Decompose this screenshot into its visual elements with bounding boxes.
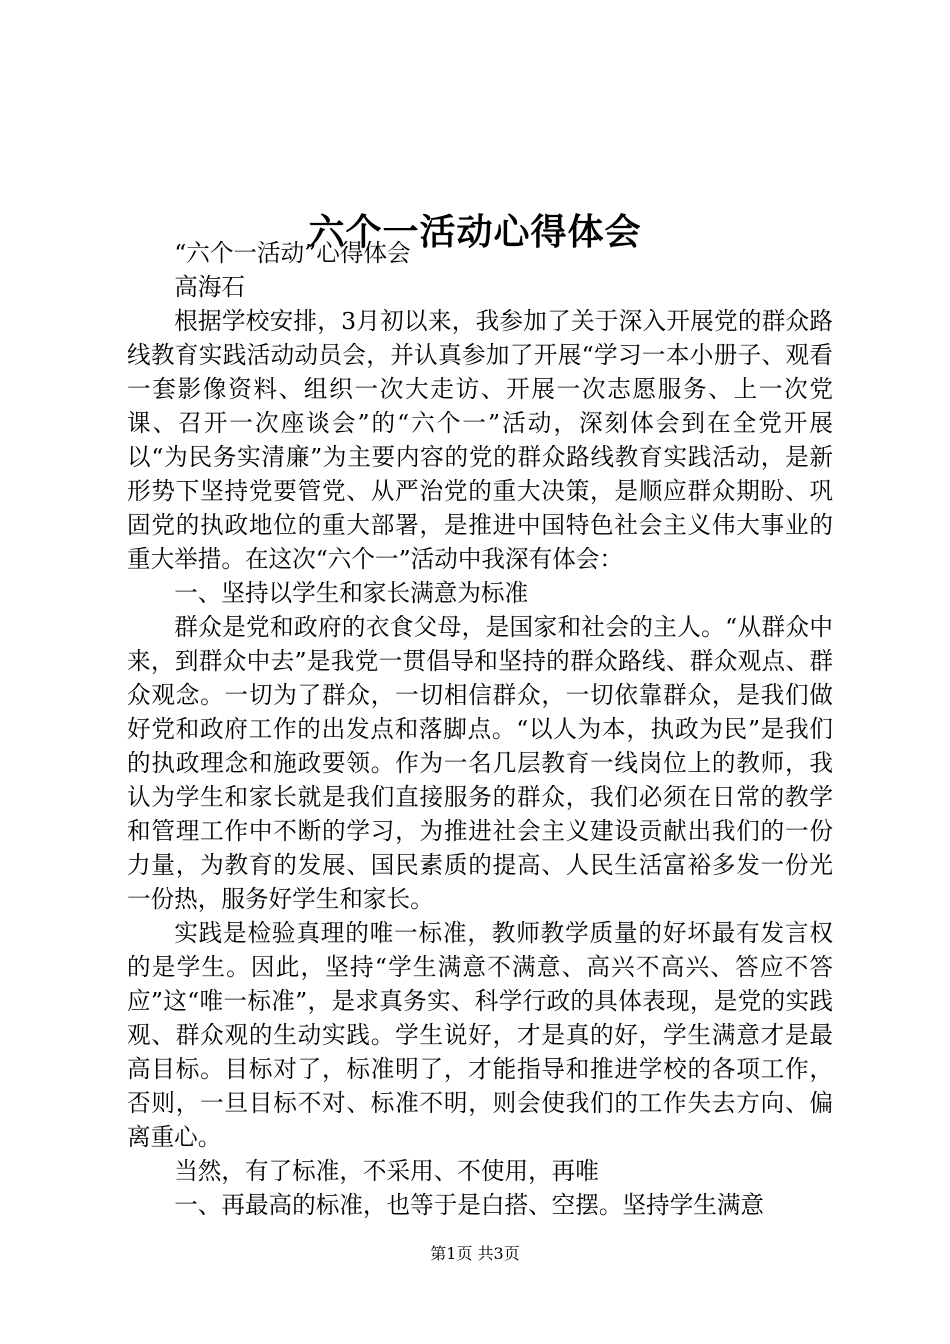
body-paragraph: 实践是检验真理的唯一标准，教师教学质量的好坏最有发言权的是学生。因此，坚持“学生满意不满意、高兴不高兴、答应不答应”这“唯一标准”，是求真务实、科学行政的具体表现，是党的实践观、群众观的生动实践。学生说好，才是真的好，学生满意才是最高目标。目标对了，标准明了，才能指导和推进学校的各项工作，否则，一旦目标不对、标准不明，则会使我们的工作失去方向、偏离重心。 bbox=[127, 919, 833, 1151]
section-heading-1: 一、坚持以学生和家长满意为标准 bbox=[174, 579, 529, 607]
page-footer: 第1页 共3页 bbox=[430, 1244, 520, 1263]
author-paragraph: 高海石 bbox=[174, 273, 245, 301]
body-paragraph: 当然，有了标准，不采用、不使用，再唯 bbox=[174, 1157, 599, 1185]
document-title: 六个一活动心得体会 bbox=[308, 211, 642, 254]
document-body bbox=[127, 236, 833, 1222]
body-paragraph: 一、再最高的标准，也等于是白搭、空摆。坚持学生满意 bbox=[174, 1191, 765, 1219]
body-paragraph: 群众是党和政府的衣食父母，是国家和社会的主人。“从群众中来，到群众中去”是我党一贯倡导和坚持的群众路线、群众观点、群众观念。一切为了群众，一切相信群众，一切依靠群众，是我们做好党和政府工作的出发点和落脚点。“以人为本，执政为民”是我们的执政理念和施政要领。作为一名几层教育一线岗位上的教师，我认为学生和家长就是我们直接服务的群众，我们必须在日常的教学和管理工作中不断的学习，为推进社会主义建设贡献出我们的一份力量，为教育的发展、国民素质的提高、人民生活富裕多发一份光一份热，服务好学生和家长。 bbox=[127, 613, 833, 913]
subtitle-paragraph: “六个一活动”心得体会 bbox=[174, 239, 411, 267]
intro-paragraph: 根据学校安排，3月初以来，我参加了关于深入开展党的群众路线教育实践活动动员会，并认真参加了开展“学习一本小册子、观看一套影像资料、组织一次大走访、开展一次志愿服务、上一次党课、召开一次座谈会”的“六个一”活动，深刻体会到在全党开展以“为民务实清廉”为主要内容的党的群众路线教育实践活动，是新形势下坚持党要管党、从严治党的重大决策，是顺应群众期盼、巩固党的执政地位的重大部署，是推进中国特色社会主义伟大事业的重大举措。在这次“六个一”活动中我深有体会： bbox=[127, 307, 833, 573]
